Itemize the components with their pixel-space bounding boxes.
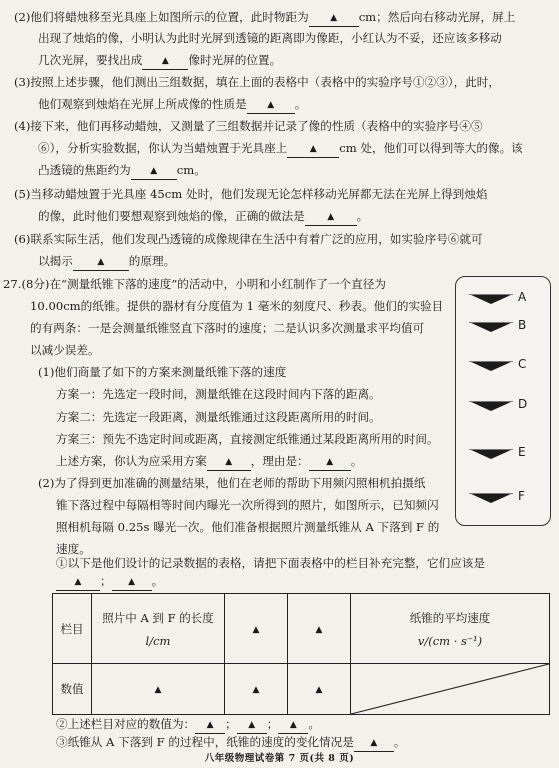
paper-cone-icon	[468, 492, 514, 504]
answer-blank[interactable]: ▲	[207, 453, 251, 471]
paper-cone-icon	[468, 360, 514, 372]
q26-item2-line1: (2)他们将蜡烛移至光具座上如图所示的位置，此时物距为 ▲ cm；然后向右移动光屏，屏上	[14, 9, 515, 27]
answer-blank[interactable]: ▲	[131, 162, 177, 180]
row-label-lanmu: 栏目	[53, 594, 92, 664]
paper-cone-icon	[468, 293, 514, 305]
q26-item2-line2: 出现了烛焰的像，小明认为此时光屏到透镜的距离即为像距，小红认为不妥，还应该多移动	[38, 31, 502, 45]
page-footer: 八年级物理试卷第 7 页(共 8 页)	[204, 753, 355, 764]
q26-item5-line1: (5)当移动蜡烛置于光具座 45cm 处时，他们发现无论怎样移动光屏都无法在光屏上得到烛焰	[14, 187, 488, 201]
q27-intro-line2: 10.00cm的纸锥。提供的器材有分度值为 1 毫米的刻度尺、秒表。他们的实验目	[30, 299, 444, 313]
cone-row-f	[456, 488, 550, 510]
cone-label: D	[518, 397, 528, 411]
answer-blank[interactable]: ▲	[278, 716, 308, 734]
q27-part2-line2: 锥下落过程中每隔相等时间内曝光一次所得到的照片，如图所示，已知频闪	[56, 498, 439, 512]
q27-sub2: ②上述栏目对应的数值为： ▲ ； ▲ ； ▲ 。	[56, 716, 320, 734]
answer-blank-cell[interactable]: ▲	[288, 594, 351, 664]
paper-cone-icon	[468, 448, 514, 460]
q27-plan-choice: 上述方案，你认为应采用方案 ▲ ，理由是： ▲ 。	[56, 453, 362, 471]
col-photo-length-text: 照片中 A 到 F 的长度	[102, 610, 214, 625]
q26-item6-line2: 以揭示 ▲ 的原理。	[38, 253, 175, 271]
diagonal-slash	[351, 664, 549, 714]
answer-blank[interactable]: ▲	[112, 573, 152, 591]
answer-blank[interactable]: ▲	[354, 734, 394, 752]
q27-part2-line4: 速度。	[56, 542, 91, 556]
cone-label: F	[518, 489, 525, 503]
cone-row-a	[456, 289, 550, 311]
cone-label: B	[518, 318, 527, 332]
q27-plan2: 方案二：先选定一段距离，测量纸锥通过这段距离所用的时间。	[56, 410, 381, 424]
q27-intro-line3: 的有两条：一是会测量纸锥竖直下落时的速度；二是认识多次测量求平均值可	[30, 321, 425, 335]
answer-blank-cell[interactable]: ▲	[225, 664, 288, 715]
answer-blank-cell[interactable]: ▲	[225, 594, 288, 664]
table-row-values	[53, 664, 550, 715]
cone-label: A	[518, 290, 527, 304]
answer-blank[interactable]: ▲	[195, 716, 225, 734]
answer-blank[interactable]: ▲	[287, 140, 339, 158]
q27-sub1-line1: ①以下是他们设计的记录数据的表格，请把下面表格中的栏目补充完整，它们应该是	[56, 556, 485, 570]
diagonal-cell	[351, 664, 550, 715]
cone-label: C	[518, 357, 527, 371]
q26-item6-line1: (6)联系实际生活，他们发现凸透镜的成像规律在生活中有着广泛的应用，如实验序号⑥就可	[14, 232, 483, 246]
q27-part2-line3: 照相机每隔 0.25s 曝光一次。他们准备根据照片测量纸锥从 A 下落到 F 的	[56, 520, 440, 534]
paper-cone-icon	[468, 321, 514, 333]
col-photo-length	[92, 594, 225, 664]
answer-blank[interactable]: ▲	[237, 716, 267, 734]
q26-item4-line3: 凸透镜的焦距约为 ▲ cm。	[38, 162, 206, 180]
q27-part1-title: (1)他们商量了如下的方案来测量纸锥下落的速度	[38, 365, 287, 379]
paper-cone-icon	[468, 400, 514, 412]
col-photo-length-unit: l/cm	[145, 633, 171, 648]
answer-blank[interactable]: ▲	[309, 453, 351, 471]
q26-item4-line2: ⑥），分析实验数据，你认为当蜡烛置于光具座上 ▲ cm 处，他们可以得到等大的像。该	[38, 140, 523, 158]
q26-item3-line1: (3)按照上述步骤，他们测出三组数据，填在上面的表格中（表格中的实验序号①②③），此时，	[14, 75, 500, 89]
answer-blank[interactable]: ▲	[73, 253, 129, 271]
row-label-shuzhi: 数值	[53, 664, 92, 715]
answer-blank[interactable]: ▲	[305, 208, 357, 226]
q27-intro-line1: 27.(8分)在“测量纸锥下落的速度”的活动中，小明和小红制作了一个直径为	[3, 277, 386, 291]
cone-row-c	[456, 356, 550, 378]
q26-item2-line3: 几次光屏，要找出成 ▲ 像时光屏的位置。	[38, 52, 281, 70]
cone-row-b	[456, 317, 550, 339]
q27-part2-line1: (2)为了得到更加准确的测量结果，他们在老师的帮助下用频闪照相机拍摄纸	[38, 476, 426, 490]
q27-intro-line4: 以减少误差。	[30, 343, 100, 357]
data-record-table	[52, 593, 550, 715]
col-average-speed	[351, 594, 550, 664]
cone-photo-figure	[455, 276, 551, 526]
answer-blank[interactable]: ▲	[309, 9, 359, 27]
q27-sub1-line2: ▲ ； ▲ 。	[56, 573, 163, 591]
q26-item3-line2: 他们观察到烛焰在光屏上所成像的性质是 ▲ 。	[38, 96, 306, 114]
answer-blank-cell[interactable]: ▲	[92, 664, 225, 715]
col-average-speed-unit: v/(cm · s⁻¹)	[417, 633, 483, 648]
cone-row-e	[456, 444, 550, 466]
col-average-speed-text: 纸锥的平均速度	[409, 610, 491, 625]
answer-blank[interactable]: ▲	[56, 573, 100, 591]
cone-label: E	[518, 445, 526, 459]
q26-item5-line2: 的像，此时他们要想观察到烛焰的像，正确的做法是 ▲ 。	[38, 208, 368, 226]
q27-plan1: 方案一：先选定一段时间，测量纸锥在这段时间内下落的距离。	[56, 387, 381, 401]
table-row-header	[53, 594, 550, 664]
q27-sub3: ③纸锥从 A 下落到 F 的过程中，纸锥的速度的变化情况是 ▲ 。	[56, 734, 405, 752]
answer-blank-cell[interactable]: ▲	[288, 664, 351, 715]
answer-blank[interactable]: ▲	[142, 52, 188, 70]
q27-plan3: 方案三：预先不选定时间或距离，直接测定纸锥通过某段距离所用的时间。	[56, 432, 439, 446]
answer-blank[interactable]: ▲	[247, 96, 295, 114]
cone-row-d	[456, 396, 550, 418]
q26-item4-line1: (4)接下来，他们再移动蜡烛，又测量了三组数据并记录了像的性质（表格中的实验序号④⑤	[14, 119, 483, 133]
